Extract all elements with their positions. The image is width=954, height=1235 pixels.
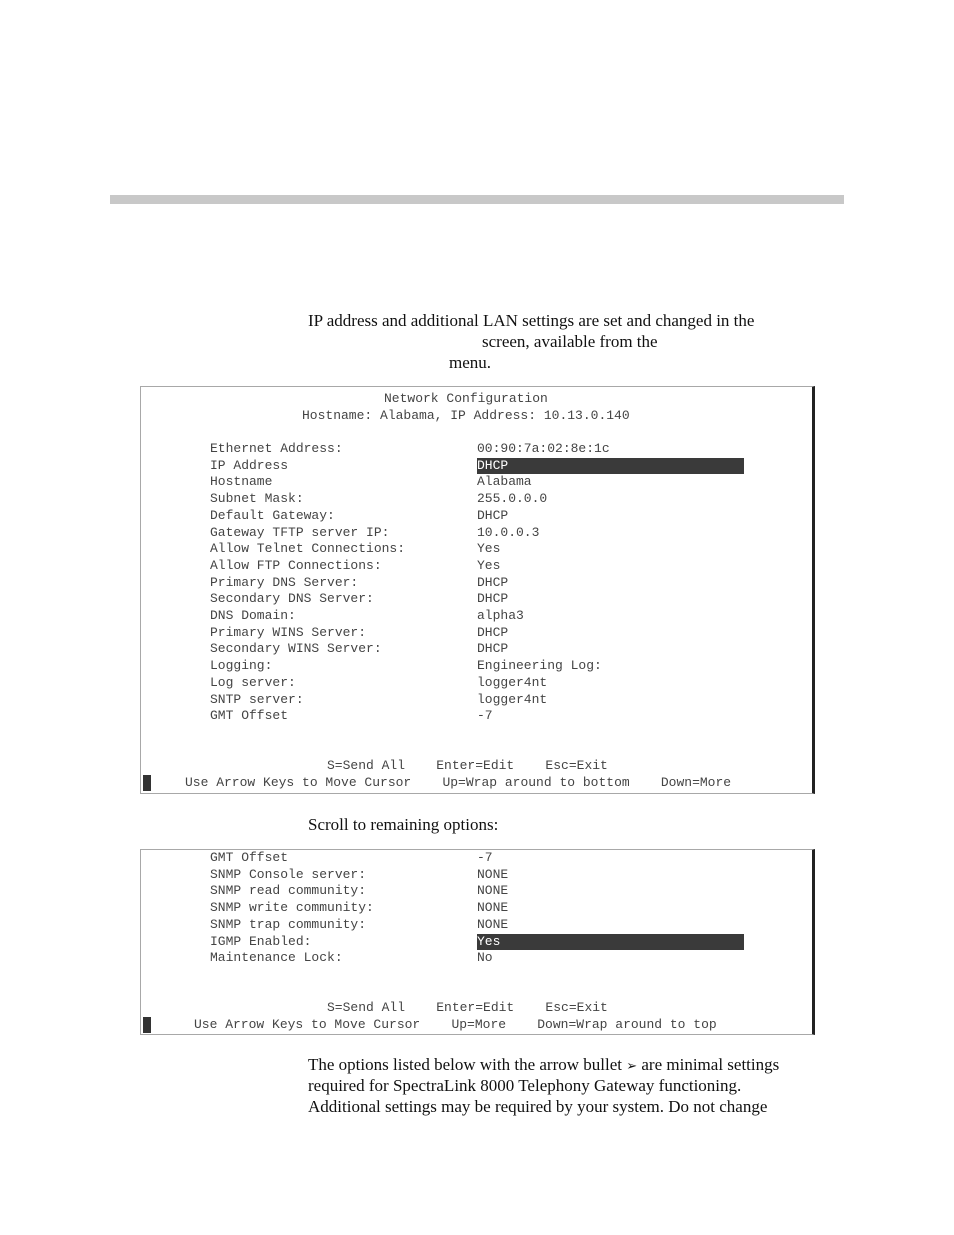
field-label: GMT Offset — [210, 850, 289, 865]
footer-navigation: Use Arrow Keys to Move Cursor Up=Wrap around to bottom Down=More — [185, 775, 732, 790]
field-value[interactable]: 255.0.0.0 — [477, 491, 548, 507]
field-value[interactable]: NONE — [477, 866, 509, 882]
field-value[interactable]: DHCP — [477, 574, 509, 590]
field-label: Allow FTP Connections: — [210, 557, 382, 573]
field-value[interactable]: Alabama — [477, 474, 532, 490]
field-value[interactable]: Yes — [477, 557, 501, 573]
field-value[interactable]: DHCP — [477, 591, 509, 607]
field-label: SNMP trap community: — [210, 916, 367, 932]
outro-line-2: required for SpectraLink 8000 Telephony Gateway functioning. — [308, 1076, 742, 1095]
footer-keys: S=Send All Enter=Edit Esc=Exit — [327, 758, 608, 773]
network-configuration-screen — [140, 386, 815, 794]
field-label: SNMP write community: — [210, 900, 374, 916]
outro-line-3: Additional settings may be required by your system. Do not change — [308, 1097, 768, 1116]
header-rule — [110, 195, 844, 204]
intro-line-3: menu. — [449, 353, 492, 372]
field-value[interactable]: -7 — [477, 708, 493, 724]
field-label: Maintenance Lock: — [210, 950, 343, 966]
field-value[interactable]: Engineering Log: — [477, 658, 602, 674]
screen-title: Network Configuration — [384, 391, 548, 406]
network-configuration-screen-continued — [140, 849, 815, 1035]
field-label: SNMP read community: — [210, 883, 367, 899]
field-value[interactable]: 00:90:7a:02:8e:1c — [477, 441, 610, 456]
footer-navigation: Use Arrow Keys to Move Cursor Up=More Down=Wrap around to top — [194, 1017, 717, 1032]
intro-line-1: IP address and additional LAN settings are set and changed in the — [308, 311, 755, 330]
outro-line-1-end: are minimal settings — [641, 1055, 780, 1074]
intro-line-2: screen, available from the — [482, 332, 658, 351]
field-label: Primary DNS Server: — [210, 574, 359, 590]
cursor-block — [143, 1017, 151, 1033]
field-label: Subnet Mask: — [210, 491, 304, 507]
arrow-bullet-icon: ➢ — [626, 1059, 638, 1074]
outro-line-1-start: The options listed below with the arrow bullet — [308, 1055, 622, 1074]
footer-keys: S=Send All Enter=Edit Esc=Exit — [327, 1000, 608, 1015]
field-value[interactable]: alpha3 — [477, 608, 524, 623]
field-value-selected[interactable]: DHCP — [477, 458, 744, 474]
field-label: GMT Offset — [210, 708, 289, 724]
field-label: DNS Domain: — [210, 608, 296, 623]
field-value[interactable]: NONE — [477, 883, 509, 899]
cursor-block — [143, 775, 151, 791]
field-value[interactable]: logger4nt — [477, 691, 548, 707]
field-label: Ethernet Address: — [210, 441, 343, 456]
outro-line-1 — [308, 1054, 779, 1077]
field-value-selected[interactable]: Yes — [477, 934, 744, 950]
field-value[interactable]: DHCP — [477, 624, 509, 640]
field-label: IGMP Enabled: — [210, 933, 312, 949]
field-label: Default Gateway: — [210, 507, 335, 523]
field-label: Hostname — [210, 474, 273, 490]
field-label: Gateway TFTP server IP: — [210, 524, 390, 540]
field-label: SNMP Console server: — [210, 866, 367, 882]
field-value[interactable]: logger4nt — [477, 674, 548, 690]
field-label: Primary WINS Server: — [210, 624, 367, 640]
field-value[interactable]: No — [477, 950, 493, 966]
field-label: Log server: — [210, 674, 296, 690]
field-value[interactable]: 10.0.0.3 — [477, 524, 540, 540]
field-label: Allow Telnet Connections: — [210, 541, 406, 557]
field-value[interactable]: -7 — [477, 850, 493, 865]
field-label: Secondary DNS Server: — [210, 591, 374, 607]
field-value[interactable]: DHCP — [477, 641, 509, 657]
field-label: IP Address — [210, 457, 289, 473]
field-value[interactable]: Yes — [477, 541, 501, 557]
field-value[interactable]: DHCP — [477, 507, 509, 523]
field-label: Secondary WINS Server: — [210, 641, 382, 657]
screen-subtitle: Hostname: Alabama, IP Address: 10.13.0.140 — [302, 408, 630, 423]
field-label: Logging: — [210, 658, 273, 674]
field-value[interactable]: NONE — [477, 916, 509, 932]
field-value[interactable]: NONE — [477, 900, 509, 916]
scroll-instruction: Scroll to remaining options: — [308, 815, 499, 834]
field-label: SNTP server: — [210, 691, 304, 707]
